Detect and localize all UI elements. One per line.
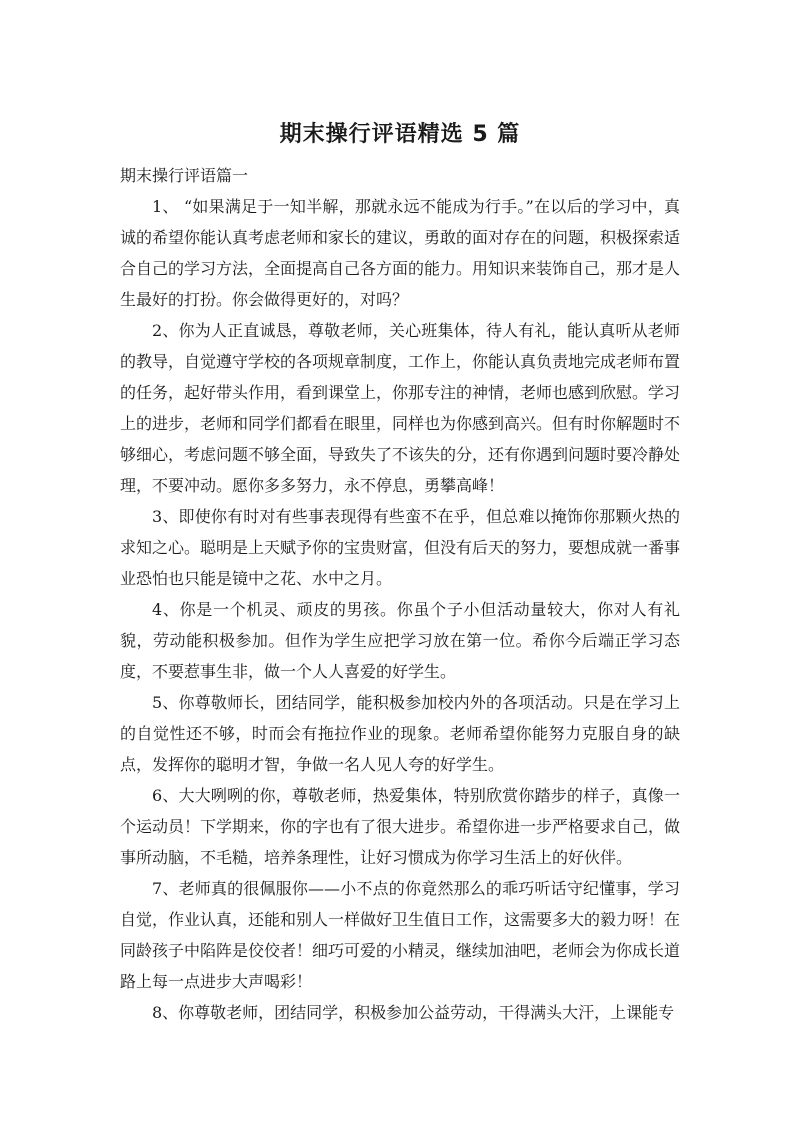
paragraph-7: 7、老师真的很佩服你——小不点的你竟然那么的乖巧听话守纪懂事，学习自觉，作业认真，还能和别人一样做好卫生值日工作，这需要多大的毅力呀！在同龄孩子中陷阵是佼佼者！细巧可爱的小精灵，继续加油吧，老师会为你成长道路上每一点进步大声喝彩！ bbox=[120, 879, 681, 991]
paragraph-8: 8、你尊敬老师，团结同学，积极参加公益劳动，干得满头大汗，上课能专 bbox=[152, 1003, 675, 1022]
paragraph-5: 5、你尊敬师长，团结同学，能积极参加校内外的各项活动。只是在学习上的自觉性还不够，时而会有拖拉作业的现象。老师希望你能努力克服自身的缺点，发挥你的聪明才智，争做一名人见人夸的好学生。 bbox=[120, 693, 680, 774]
paragraph-3: 3、即使你有时对有些事表现得有些蛮不在乎，但总难以掩饰你那颗火热的求知之心。聪明是上天赋予你的宝贵财富，但没有后天的努力，要想成就一番事业恐怕也只能是镜中之花、水中之月。 bbox=[120, 507, 681, 588]
document-title: 期末操行评语精选 5 篇 bbox=[279, 122, 521, 147]
paragraph-6: 6、大大咧咧的你，尊敬老师，热爱集体，特别欣赏你踏步的样子，真像一个运动员！下学期来，你的字也有了很大进步。希望你进一步严格要求自己，做事所动脑，不毛糙，培养条理性，让好习惯成为你学习生活上的好伙伴。 bbox=[120, 786, 681, 867]
document-body bbox=[120, 160, 680, 1028]
paragraph-4: 4、你是一个机灵、顽皮的男孩。你虽个子小但活动量较大，你对人有礼貌，劳动能积极参加。但作为学生应把学习放在第一位。希你今后端正学习态度，不要惹事生非，做一个人人喜爱的好学生。 bbox=[120, 600, 680, 681]
section-heading: 期末操行评语篇一 bbox=[120, 166, 249, 185]
paragraph-2: 2、你为人正直诚恳，尊敬老师，关心班集体，待人有礼，能认真听从老师的教导，自觉遵守学校的各项规章制度，工作上，你能认真负责地完成老师布置的任务，起好带头作用，看到课堂上，你那专注的神情，老师也感到欣慰。学习上的进步，老师和同学们都看在眼里，同样也为你感到高兴。但有时你解题时不够细心，考虑问题不够全面，导致失了不该失的分，还有你遇到问题时要冷静处理，不要冲动。愿你多多努力，永不停息，勇攀高峰！ bbox=[120, 321, 681, 495]
paragraph-1: 1、 “如果满足于一知半解，那就永远不能成为行手。”在以后的学习中，真诚的希望你能认真考虑老师和家长的建议，勇敢的面对存在的问题，积极探索适合自己的学习方法，全面提高自己各方面的能力。用知识来装饰自己，那才是人生最好的打扮。你会做得更好的，对吗？ bbox=[120, 197, 681, 309]
